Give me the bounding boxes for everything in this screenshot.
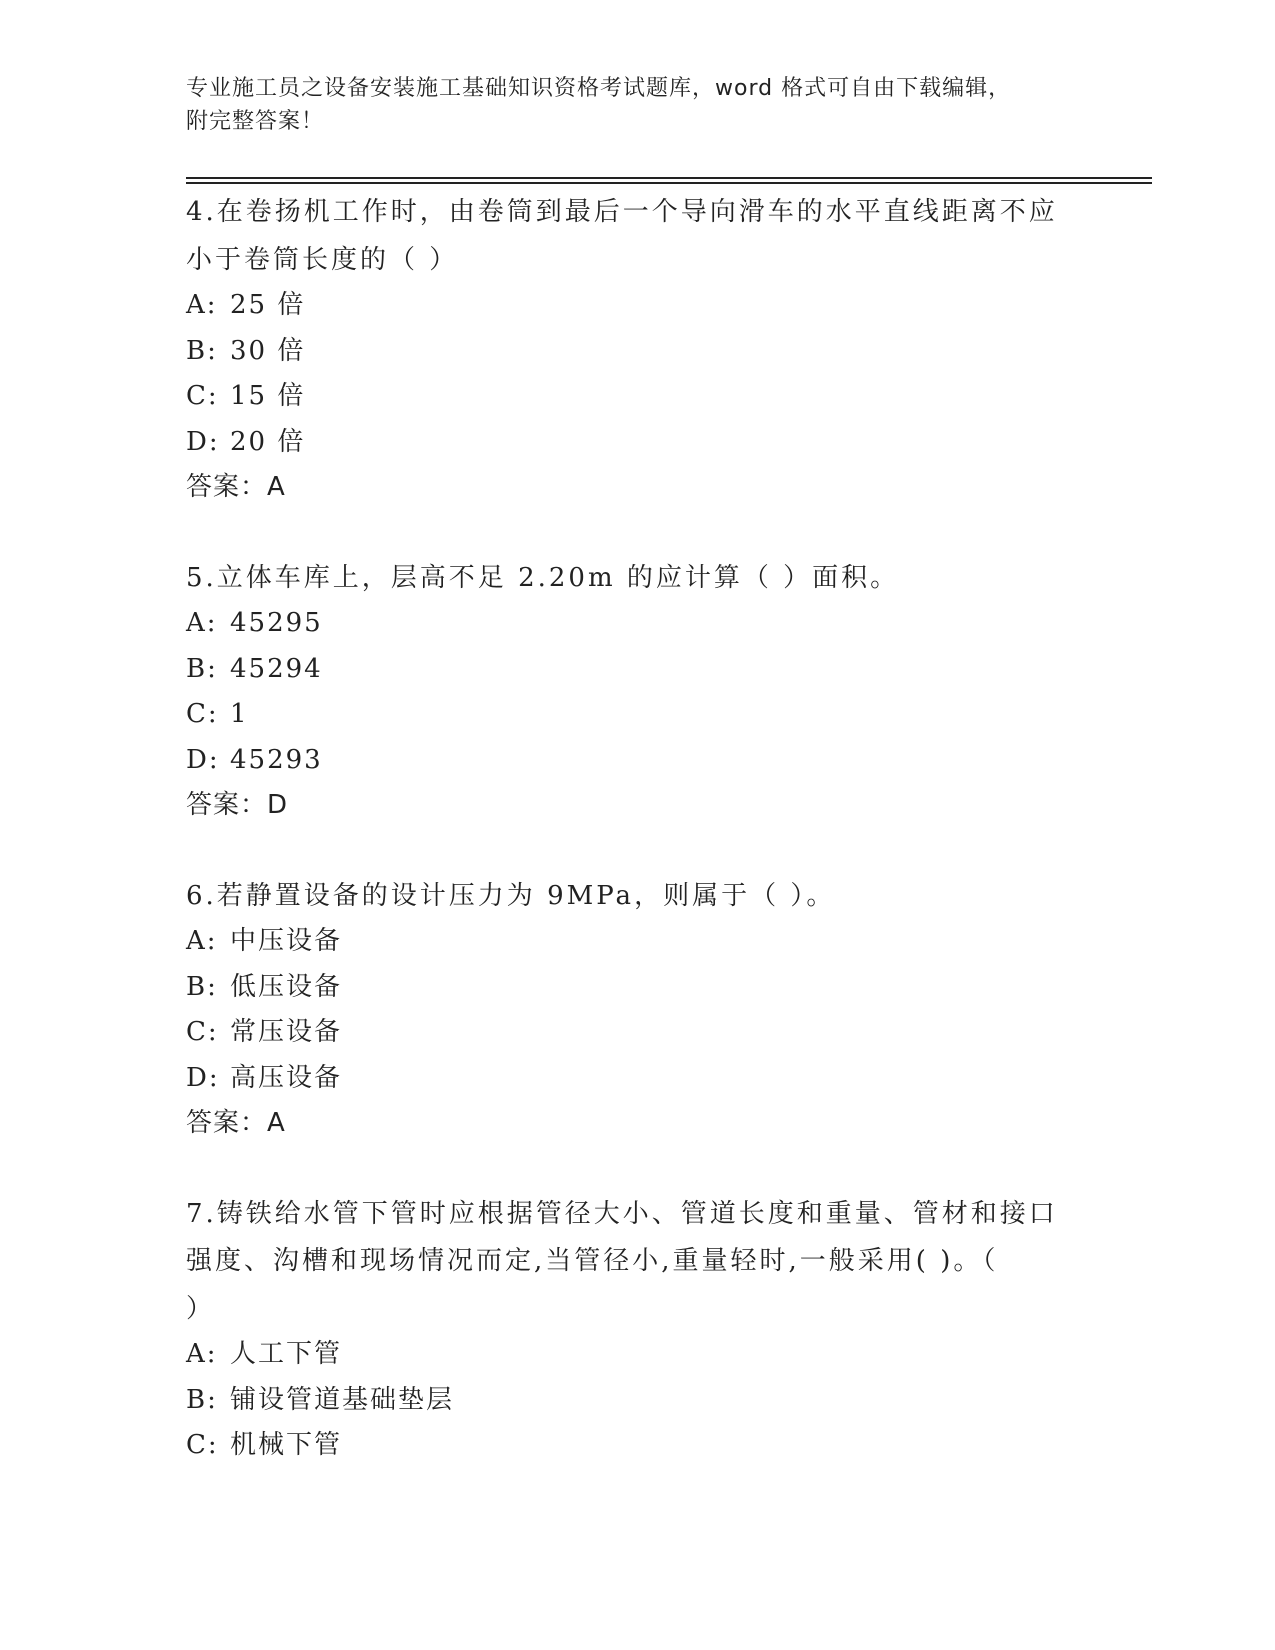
question-stem-line: 5.立体车库上，层高不足 2.20m 的应计算（ ）面积。	[186, 562, 900, 593]
option-letter: B:	[186, 335, 218, 366]
question-stem-line: 强度、沟槽和现场情况而定,当管径小,重量轻时,一般采用( )。（	[186, 1246, 999, 1276]
option-text: 45295	[230, 608, 323, 638]
option-text: 铺设管道基础垫层	[230, 1384, 455, 1415]
question-item	[186, 872, 1086, 1147]
option-text: 人工下管	[230, 1339, 343, 1369]
question-stem-line: 7.铸铁给水管下管时应根据管径大小、管道长度和重量、管材和接口	[186, 1198, 1058, 1229]
answer-option	[186, 374, 1086, 420]
option-text: 常压设备	[230, 1017, 343, 1047]
answer-option	[186, 647, 1086, 693]
header-line-1: 专业施工员之设备安装施工基础知识资格考试题库，word 格式可自由下载编辑，	[186, 76, 1012, 101]
answer-option	[186, 692, 1086, 738]
option-letter: A:	[186, 608, 218, 638]
answer-option	[186, 1010, 1086, 1056]
answer-option	[186, 420, 1086, 466]
answer-option	[186, 738, 1086, 784]
question-stem-line: 6.若静置设备的设计压力为 9MPa，则属于（ ）。	[186, 880, 836, 911]
option-text: 低压设备	[230, 971, 343, 1002]
answer-option	[186, 1378, 1086, 1424]
option-text: 20 倍	[230, 426, 306, 457]
question-stem-line: 小于卷筒长度的（ ）	[186, 244, 459, 275]
header-line-2: 附完整答案！	[186, 109, 325, 134]
option-letter: A:	[186, 290, 218, 320]
option-letter: D:	[186, 426, 220, 457]
option-text: 中压设备	[230, 926, 343, 956]
answer-option	[186, 919, 1086, 965]
option-text: 25 倍	[230, 290, 306, 320]
question-item	[186, 188, 1086, 511]
option-text: 机械下管	[230, 1430, 343, 1460]
question-list	[186, 188, 1086, 1469]
question-stem-line: 4.在卷扬机工作时，由卷筒到最后一个导向滑车的水平直线距离不应	[186, 197, 1058, 227]
option-letter: D:	[186, 744, 220, 775]
option-letter: C:	[186, 1430, 219, 1460]
question-item	[186, 1190, 1086, 1469]
answer-key: 答案：A	[186, 1108, 286, 1138]
question-spacer	[186, 829, 1086, 872]
answer-option	[186, 965, 1086, 1011]
answer-option	[186, 329, 1086, 375]
answer-key: 答案：A	[186, 472, 286, 502]
option-letter: B:	[186, 653, 218, 684]
option-text: 30 倍	[230, 335, 306, 366]
question-stem-line: ）	[186, 1293, 216, 1324]
answer-option	[186, 283, 1086, 329]
option-letter: C:	[186, 1017, 219, 1047]
question-item	[186, 554, 1086, 829]
option-text: 15 倍	[230, 381, 306, 411]
question-spacer	[186, 1147, 1086, 1190]
option-text: 1	[230, 699, 249, 729]
option-text: 45294	[230, 653, 323, 684]
option-letter: B:	[186, 1384, 218, 1415]
option-letter: C:	[186, 381, 219, 411]
question-spacer	[186, 511, 1086, 554]
option-letter: B:	[186, 971, 218, 1002]
answer-option	[186, 1423, 1086, 1469]
answer-option	[186, 1332, 1086, 1378]
header-divider-bottom	[186, 182, 1152, 184]
option-text: 45293	[230, 744, 323, 775]
option-letter: A:	[186, 926, 218, 956]
header-divider-top	[186, 177, 1152, 179]
option-letter: C:	[186, 699, 219, 729]
answer-key: 答案：D	[186, 790, 289, 820]
option-letter: A:	[186, 1339, 218, 1369]
answer-option	[186, 601, 1086, 647]
document-header	[186, 72, 1066, 138]
answer-option	[186, 1056, 1086, 1102]
option-text: 高压设备	[230, 1062, 343, 1093]
option-letter: D:	[186, 1062, 220, 1093]
